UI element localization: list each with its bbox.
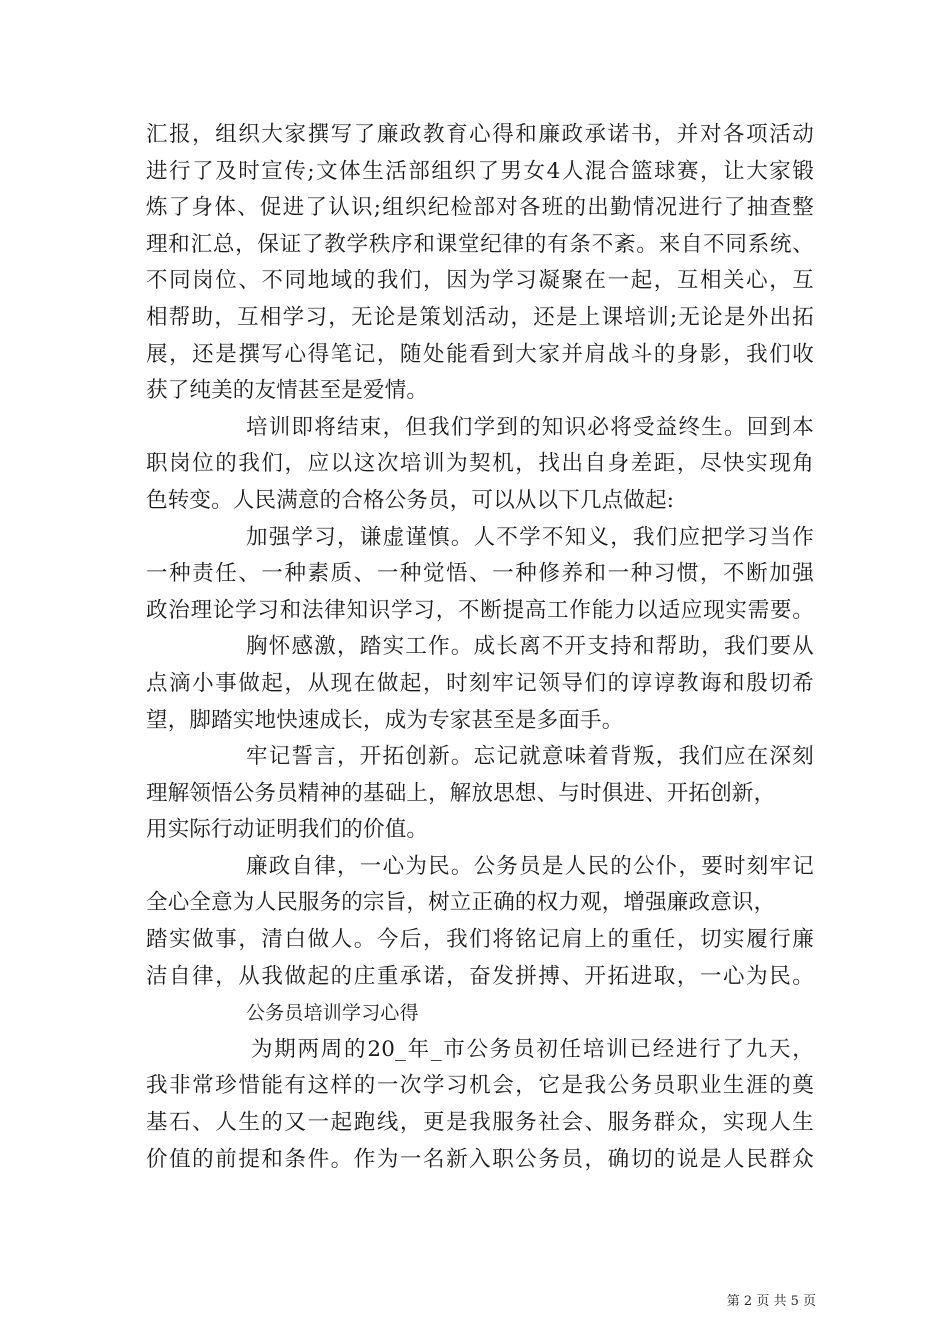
text-line: 我非常珍惜能有这样的一次学习机会，它是我公务员职业生涯的奠: [146, 1073, 814, 1099]
text-line: 望，脚踏实地快速成长，成为专家甚至是多面手。: [146, 707, 624, 733]
text-line: 一种责任、一种素质、一种觉悟、一种修养和一种习惯，不断加强: [146, 561, 814, 587]
text-line: 全心全意为人民服务的宗旨，树立正确的权力观，增强廉政意识，: [146, 890, 776, 916]
text-line: 色转变。人民满意的合格公务员，可以从以下几点做起:: [146, 487, 675, 513]
text-line: 牢记誓言，开拓创新。忘记就意味着背叛，我们应在深刻: [246, 744, 814, 770]
text-line: 政治理论学习和法律知识学习，不断提高工作能力以适应现实需要。: [146, 597, 814, 623]
text-line: 获了纯美的友情甚至是爱情。: [146, 378, 429, 404]
text-line: 加强学习，谦虚谨慎。人不学不知义，我们应把学习当作: [246, 524, 814, 550]
text-line: 公务员培训学习心得: [246, 1002, 419, 1025]
text-line: 基石、人生的又一起跑线，更是我服务社会、服务群众，实现人生: [146, 1110, 814, 1136]
text-line: 踏实做事，清白做人。今后，我们将铭记肩上的重任，切实履行廉: [146, 927, 814, 953]
text-line: 培训即将结束，但我们学到的知识必将受益终生。回到本: [246, 414, 814, 440]
text-line: 相帮助，互相学习，无论是策划活动，还是上课培训;无论是外出拓: [146, 304, 814, 330]
body-text: [146, 117, 814, 1178]
text-line: 洁自律，从我做起的庄重承诺，奋发拼搏、开拓进取，一心为民。: [146, 963, 814, 989]
text-line: 点滴小事做起，从现在做起，时刻牢记领导们的谆谆教诲和殷切希: [146, 670, 814, 696]
text-line: 职岗位的我们，应以这次培训为契机，找出自身差距，尽快实现角: [146, 451, 814, 477]
text-line: 为期两周的20_年_市公务员初任培训已经进行了九天，: [251, 1036, 814, 1062]
page-number-footer: 第 2 页 共 5 页: [726, 1294, 816, 1309]
text-line: 胸怀感激，踏实工作。成长离不开支持和帮助，我们要从: [246, 634, 814, 660]
text-line: 进行了及时宣传;文体生活部组织了男女4人混合篮球赛，让大家锻: [146, 158, 814, 184]
text-line: 理和汇总，保证了教学秩序和课堂纪律的有条不紊。来自不同系统、: [146, 231, 814, 257]
text-line: 汇报，组织大家撰写了廉政教育心得和廉政承诺书，并对各项活动: [146, 122, 814, 147]
text-line: 廉政自律，一心为民。公务员是人民的公仆，要时刻牢记: [246, 853, 814, 879]
text-line: 用实际行动证明我们的价值。: [146, 817, 429, 843]
text-line: 炼了身体、促进了认识;组织纪检部对各班的出勤情况进行了抽查整: [146, 195, 814, 221]
text-line: 不同岗位、不同地域的我们，因为学习凝聚在一起，互相关心，互: [146, 268, 814, 294]
text-line: 价值的前提和条件。作为一名新入职公务员，确切的说是人民群众: [146, 1146, 814, 1172]
text-line: 理解领悟公务员精神的基础上，解放思想、与时俱进、开拓创新，: [146, 780, 776, 806]
text-line: 展，还是撰写心得笔记，随处能看到大家并肩战斗的身影，我们收: [146, 341, 814, 367]
